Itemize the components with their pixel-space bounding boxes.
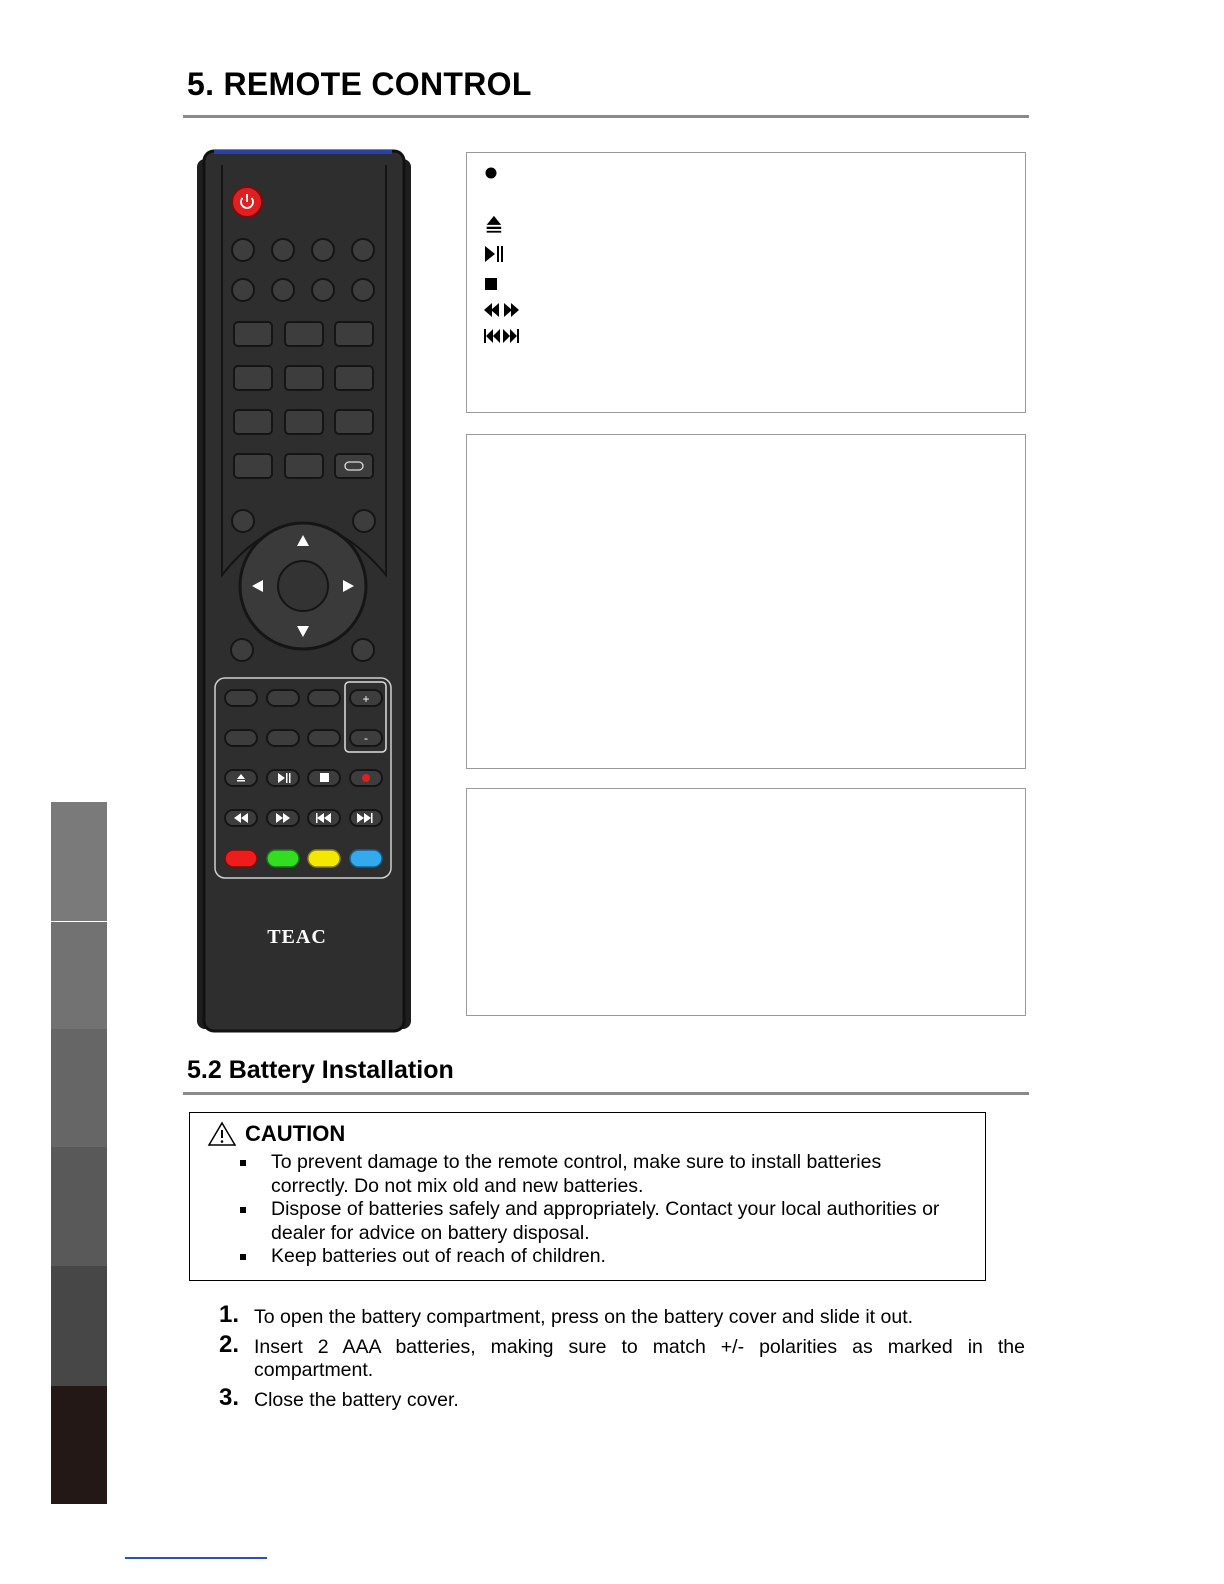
- volume-up-label: +: [362, 692, 370, 706]
- round-button[interactable]: [232, 510, 254, 532]
- round-button[interactable]: [352, 279, 374, 301]
- previous-next-icon: [483, 326, 523, 346]
- round-button[interactable]: [231, 639, 253, 661]
- caution-list: [240, 1151, 960, 1269]
- footer-link-underline: [125, 1557, 267, 1559]
- red-key[interactable]: [225, 850, 257, 867]
- number-key[interactable]: [335, 410, 373, 434]
- number-key[interactable]: [335, 322, 373, 346]
- round-button[interactable]: [312, 239, 334, 261]
- caution-title: CAUTION: [245, 1121, 346, 1146]
- step-number: 2.: [219, 1330, 240, 1358]
- record-icon: [362, 774, 370, 782]
- pill-button[interactable]: [267, 690, 299, 706]
- green-key[interactable]: [267, 850, 299, 867]
- round-button[interactable]: [272, 279, 294, 301]
- side-tab: [51, 922, 107, 1029]
- record-icon: [483, 164, 523, 184]
- volume-down-label: -: [364, 731, 368, 745]
- side-tab: [51, 802, 107, 921]
- caution-item: To prevent damage to the remote control, make sure to install batteries correctly. Do not mix old and new batteries.: [240, 1151, 960, 1198]
- step-item: [219, 1330, 1025, 1383]
- round-button[interactable]: [352, 239, 374, 261]
- caution-item: Dispose of batteries safely and appropriately. Contact your local authorities or dealer for advice on battery disposal.: [240, 1198, 960, 1245]
- number-key[interactable]: [285, 454, 323, 478]
- pill-button[interactable]: [225, 690, 257, 706]
- remote-control-illustration: [190, 145, 420, 1040]
- stop-icon: [320, 773, 329, 782]
- installation-steps: [219, 1301, 1025, 1418]
- page-title: 5. REMOTE CONTROL: [187, 66, 532, 102]
- description-panel: [466, 434, 1026, 769]
- pill-button[interactable]: [267, 730, 299, 746]
- number-key[interactable]: [285, 322, 323, 346]
- number-key[interactable]: [285, 410, 323, 434]
- side-tab: [51, 1266, 107, 1386]
- ok-button[interactable]: [278, 561, 328, 611]
- step-number: 3.: [219, 1383, 240, 1411]
- pill-button[interactable]: [308, 690, 340, 706]
- side-tab: [51, 1147, 107, 1266]
- ir-window: [214, 150, 392, 154]
- number-key[interactable]: [285, 366, 323, 390]
- title-divider: [183, 115, 1029, 118]
- brand-logo: TEAC: [267, 926, 327, 948]
- step-text: To open the battery compartment, press on the battery cover and slide it out.: [254, 1306, 914, 1328]
- button-legend-panel: [466, 152, 1026, 413]
- yellow-key[interactable]: [308, 850, 340, 867]
- number-key[interactable]: [234, 410, 272, 434]
- rewind-fast-forward-icon: [483, 300, 523, 320]
- caution-item: Keep batteries out of reach of children.: [240, 1245, 960, 1269]
- round-button[interactable]: [352, 639, 374, 661]
- round-button[interactable]: [232, 239, 254, 261]
- stop-icon: [483, 274, 523, 294]
- side-tab: [51, 1386, 107, 1504]
- side-tab: [51, 1029, 107, 1147]
- number-key[interactable]: [234, 366, 272, 390]
- round-button[interactable]: [232, 279, 254, 301]
- section-heading: 5.2 Battery Installation: [187, 1056, 454, 1084]
- section-divider: [183, 1092, 1029, 1095]
- caution-header: [207, 1121, 345, 1147]
- round-button[interactable]: [272, 239, 294, 261]
- step-text: Close the battery cover.: [254, 1388, 459, 1411]
- number-key[interactable]: [234, 454, 272, 478]
- eject-icon: [483, 214, 523, 234]
- number-key[interactable]: [234, 322, 272, 346]
- step-item: [219, 1383, 1025, 1413]
- pill-button[interactable]: [308, 730, 340, 746]
- description-panel: [466, 788, 1026, 1016]
- blue-key[interactable]: [350, 850, 382, 867]
- power-button[interactable]: [232, 187, 262, 217]
- return-button[interactable]: [335, 454, 373, 478]
- number-key[interactable]: [335, 366, 373, 390]
- play-pause-icon: [483, 244, 523, 264]
- warning-icon: [207, 1121, 237, 1147]
- step-text: Insert 2 AAA batteries, making sure to match +/- polarities as marked in the compartment.: [254, 1335, 1025, 1381]
- step-number: 1.: [219, 1301, 240, 1328]
- round-button[interactable]: [312, 279, 334, 301]
- step-item: [219, 1301, 1025, 1330]
- pill-button[interactable]: [225, 730, 257, 746]
- round-button[interactable]: [353, 510, 375, 532]
